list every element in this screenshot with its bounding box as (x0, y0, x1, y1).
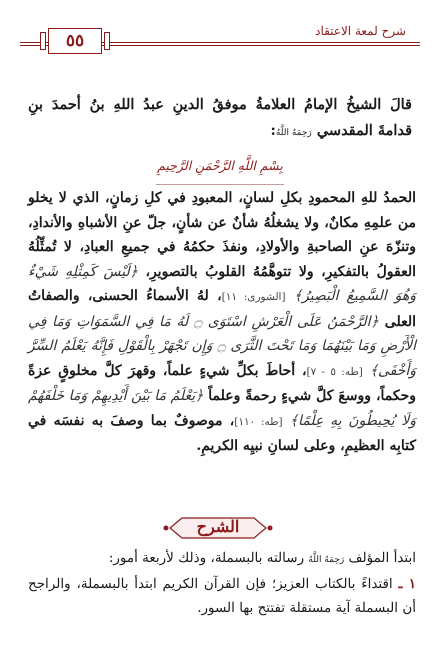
main-text-p2: ، لهُ الأسماءُ الحسنى، والصفاتُ العلى (28, 288, 417, 330)
commentary-text-b: رسالته بالبسملة، وذلك لأربعة أمور: (108, 550, 305, 566)
intro-paragraph (28, 92, 412, 146)
item-text: اقتداءً بالكتاب العزيز؛ فإن القرآن الكريم ابتدأ بالبسملة، والراجح أن البسملة آية مستقلة تفتتح بها السور. (28, 576, 416, 616)
commentary-item-1 (28, 572, 416, 620)
running-title: شرح لمعة الاعتقاد (309, 24, 412, 38)
sharh-heading (162, 515, 274, 541)
page-number: ٥٥ (48, 28, 102, 54)
quran-quote-2: ﴿الرَّحْمَنُ عَلَى الْعَرْشِ اسْتَوَى ۝ لَهُ مَا فِي السَّمَوَاتِ وَمَا فِي الْأَرْضِ وَمَا بَيْنَهُمَا وَمَا تَحْتَ الثَّرَى ۝ وَإِن تَجْهَرْ بِالْقَوْلِ فَإِنَّهُ يَعْلَمُ السِّرَّ وَأَخْفَى﴾ (28, 313, 416, 379)
commentary-text-a: ابتدأ المؤلف (348, 550, 416, 566)
item-number: ١ ـ (398, 576, 417, 592)
intro-colon: : (270, 122, 276, 139)
intro-prayer: رَحِمَهُ اللَّهُ (275, 128, 312, 138)
sharh-label: الشرح (196, 517, 240, 536)
quran-quote-1: ﴿لَيْسَ كَمِثْلِهِ شَيْءٌ وَهُوَ السَّمِيعُ الْبَصِيرُ﴾ (28, 263, 417, 304)
basmala-rule (156, 184, 284, 185)
quran-quote-3: ﴿يَعْلَمُ مَا بَيْنَ أَيْدِيهِمْ وَمَا خَلْفَهُمْ وَلَا يُحِيطُونَ بِهِ عِلْمًا﴾ (28, 388, 416, 429)
main-text-p3: ، أحاطَ بكلِّ شيءٍ علماً، وقهرَ كلَّ مخلوقٍ عزةً وحكماً، ووسعَ كلَّ شيءٍ رحمةً وعلماً (28, 362, 416, 404)
main-text-p1: الحمدُ للهِ المحمودِ بكلِ لسانٍ، المعبودِ في كلِ زمانٍ، الذي لا يخلو من علمِهِ مكانٌ، ولا يشغلُهُ شأنٌ عن شأنٍ، جلّ عنِ الأشباهِ والأندادِ، وتنزّهَ عنِ الصاحبةِ والأولادِ، ونفذَ حكمُهُ في جميعِ العبادِ، لا تُمثِّلُهُ العقولُ بالتفكيرِ، ولا تتوهَّمُهُ القلوبُ بالتصويرِ، (28, 190, 416, 280)
commentary-prayer: رَحِمَهُ اللَّهُ (308, 555, 345, 565)
commentary-text (28, 546, 416, 620)
quran-ref-1: [الشورى: ١١] (221, 291, 286, 303)
basmala: بِسْمِ اللَّهِ الرَّحْمَنِ الرَّحِيمِ (157, 158, 283, 173)
quran-ref-2: [طه: ٥ - ٧] (306, 365, 363, 378)
intro-text: قالَ الشيخُ الإمامُ العلامةُ موفقُ الدينِ عبدُ اللهِ بنُ أحمدَ بنِ قدامةَ المقدسي (28, 96, 412, 139)
page-header (20, 24, 420, 54)
main-text (28, 186, 416, 459)
quran-ref-3: [طه: ١١٠] (234, 415, 283, 428)
commentary-line-1 (28, 546, 416, 572)
main-text-p4: ، موصوفٌ بما وصفَ به نفسَه في كتابِه العظيمِ، وعلى لسانِ نبيِه الكريمِ. (28, 412, 416, 454)
